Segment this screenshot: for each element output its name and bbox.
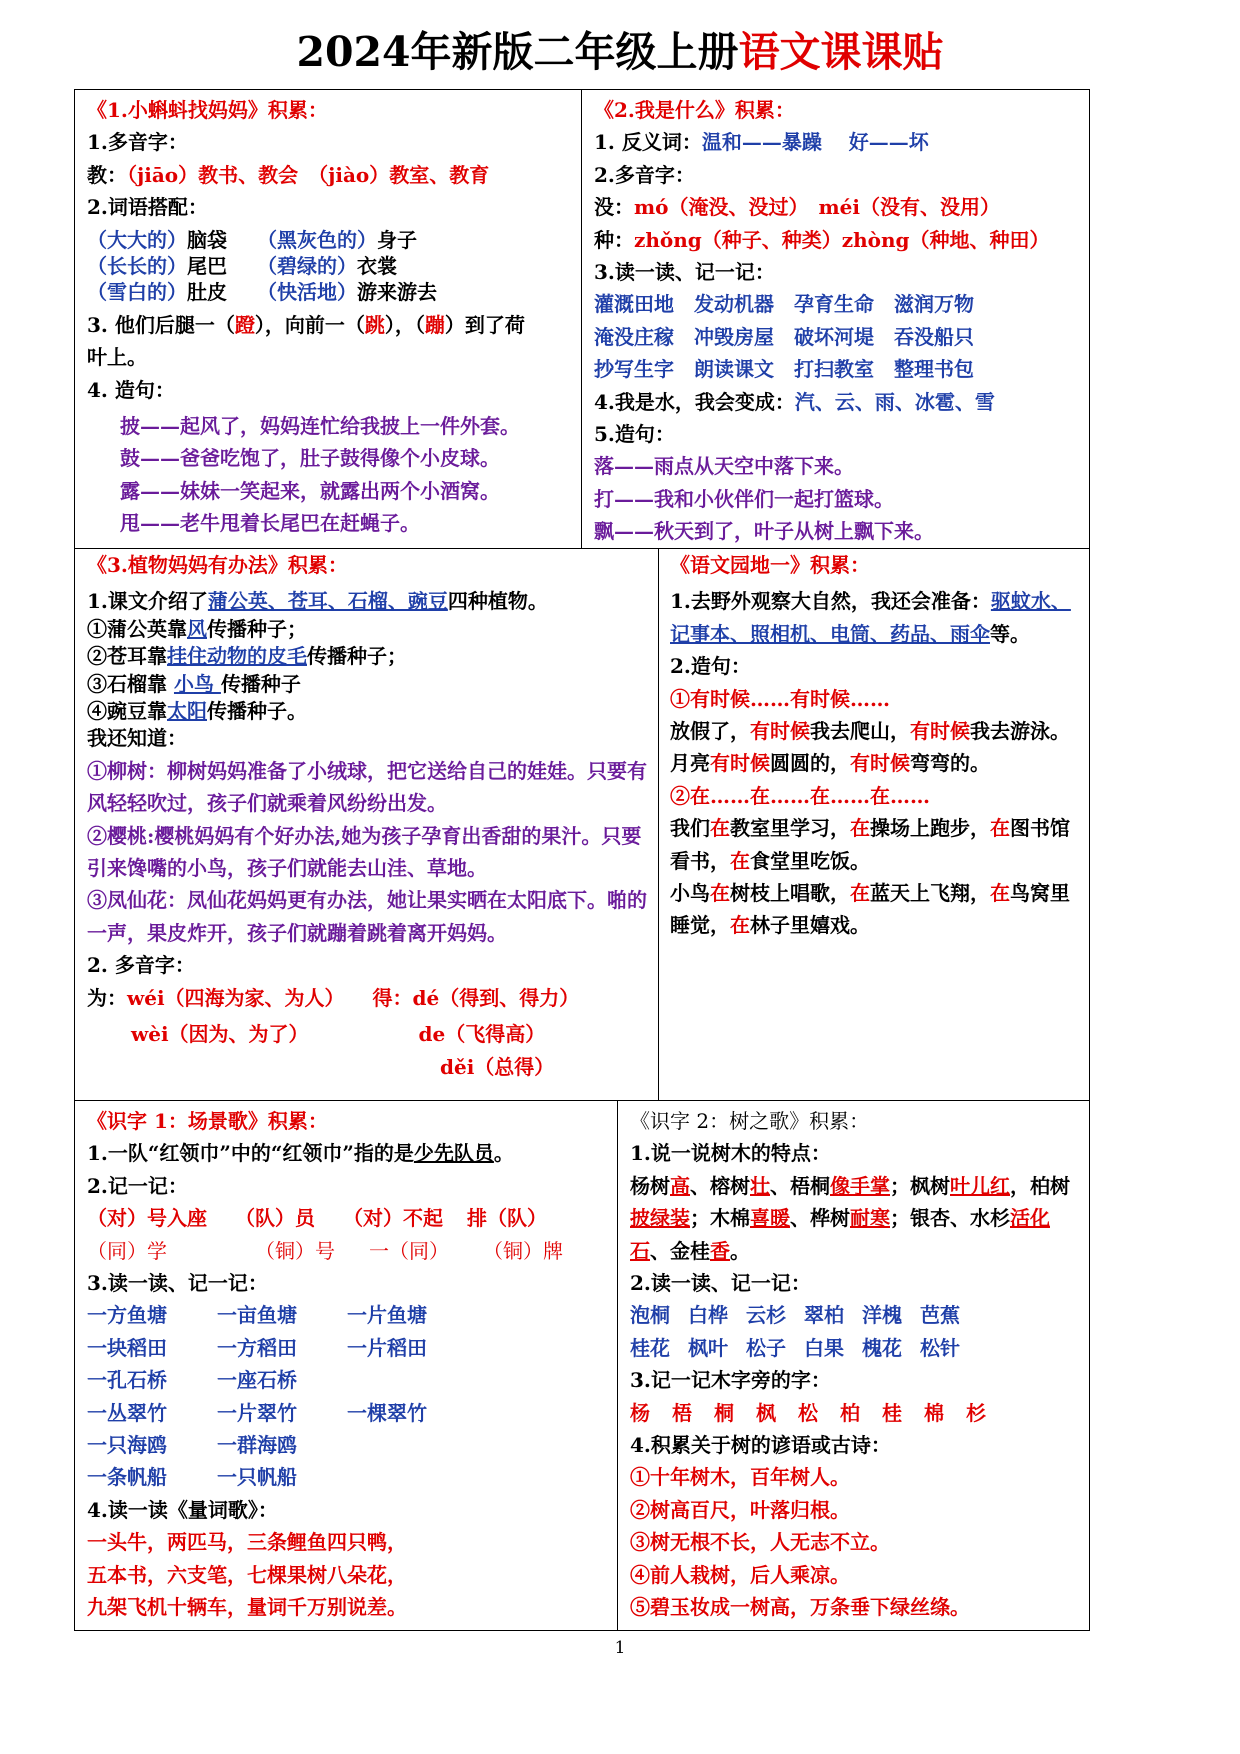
text: 、榕树 (690, 1173, 750, 1198)
section-garden-one (659, 549, 1091, 1100)
phrase: （碧绿的） (257, 254, 357, 279)
text: 操场上跑步， (870, 816, 990, 841)
homophone: 排（队） (467, 1206, 547, 1231)
highlight: 像手掌 (830, 1173, 890, 1198)
pattern: ②在……在……在……在…… (670, 783, 930, 808)
highlight: 有时候 (710, 751, 770, 776)
text: ②苍耳靠 (87, 644, 167, 669)
text: ），（ (384, 312, 425, 337)
text: 放假了， (670, 719, 750, 744)
example-sentence (670, 747, 1081, 779)
highlight: 高 (670, 1173, 690, 1198)
section-title: 《语文园地一》积累： (670, 553, 870, 577)
phrase: （雪白的） (87, 280, 187, 305)
tree-features (630, 1170, 1081, 1267)
highlight: 有时候 (850, 751, 910, 776)
section-what-am-i (582, 90, 1091, 548)
text: 圆圆的， (770, 751, 850, 776)
text: 1.课文介绍了 (87, 589, 208, 614)
page-title (0, 22, 1240, 82)
word: 滋润万物 (894, 292, 974, 317)
word: 梧 (672, 1400, 692, 1425)
proverb: ③树无根不长，人无志不立。 (630, 1530, 890, 1555)
text: 弯弯的。 (910, 751, 990, 776)
word: 孕育生命 (794, 292, 874, 317)
highlight: 在 (710, 816, 730, 841)
text: 传播种子。 (207, 699, 307, 724)
word: 槐花 (862, 1335, 902, 1360)
section-plant-mothers (75, 549, 658, 1100)
text: 林子里嬉戏。 (750, 913, 870, 938)
sentence: 鼓——爸爸吃饱了，肚子鼓得像个小皮球。 (120, 446, 500, 471)
content-grid (74, 89, 1090, 1631)
text: 得： (372, 985, 413, 1010)
text: 没： (594, 195, 634, 220)
heading: 4.积累关于树的谚语或古诗： (630, 1433, 891, 1458)
word: 桂 (882, 1400, 902, 1425)
word: 桂花 (630, 1335, 670, 1360)
text: 、桦树 (790, 1206, 850, 1231)
section-tree-song (618, 1101, 1091, 1631)
word: 发动机器 (694, 292, 774, 317)
sentence: 打——我和小伙伴们一起打篮球。 (594, 486, 894, 511)
text: dé（得到、得力） (412, 985, 580, 1010)
text: 驱蚊水、记事本、照相机、电筒、药品、雨伞 (670, 589, 1071, 646)
heading: 2.读一读、记一记： (630, 1271, 811, 1296)
text: （jiāo）教书、教会 （jiào）教室、教育 (127, 162, 490, 187)
word: 柏 (840, 1400, 860, 1425)
word: 枫叶 (688, 1335, 728, 1360)
text: 我们 (670, 816, 710, 841)
word: 一片鱼塘 (347, 1303, 427, 1328)
word: 一只帆船 (217, 1465, 297, 1490)
heading: 2.记一记： (87, 1173, 188, 1198)
text: ④豌豆靠 (87, 699, 167, 724)
text: 、金桂 (650, 1238, 710, 1263)
text: ①蒲公英靠 (87, 616, 187, 641)
text: 教： (87, 162, 127, 187)
homophone: （铜）牌 (483, 1238, 563, 1263)
text: 传播种子 (220, 671, 301, 696)
section-tadpole (75, 90, 581, 548)
heading: 3.读一读、记一记： (594, 260, 775, 285)
section-scene-song (75, 1101, 617, 1631)
text: wèi（因为、为了） (131, 1022, 309, 1047)
word: 吞没船只 (894, 324, 974, 349)
text: 。 (730, 1238, 750, 1263)
heading: 4. 造句： (87, 377, 175, 402)
word: 抄写生字 (594, 357, 674, 382)
text: 蓝天上飞翔， (870, 881, 990, 906)
text: 汽、云、雨、冰雹、雪 (794, 389, 995, 414)
verse: 一头牛，两匹马，三条鲤鱼四只鸭， (87, 1530, 407, 1555)
heading: 3.读一读、记一记： (87, 1271, 268, 1296)
text: 太阳 (167, 699, 207, 724)
text: 蹦 (424, 312, 445, 337)
highlight: 叶儿红 (950, 1173, 1010, 1198)
title-black: 2024年新版二年级上册 (296, 28, 739, 76)
highlight: 在 (850, 881, 870, 906)
text: 小鸟 (173, 671, 221, 696)
phrase: 衣裳 (357, 254, 397, 279)
text: 我去游泳。 (970, 719, 1070, 744)
title-red: 语文课课贴 (738, 28, 944, 76)
sentence: 落——雨点从天空中落下来。 (594, 454, 854, 479)
highlight: 喜暖 (750, 1206, 790, 1231)
word: 翠柏 (804, 1303, 844, 1328)
word: 白桦 (688, 1303, 728, 1328)
heading: 4.读一读《量词歌》： (87, 1497, 278, 1522)
highlight: 在 (850, 816, 870, 841)
sentence: 披——起风了，妈妈连忙给我披上一件外套。 (120, 414, 520, 439)
knowledge-item: ①柳树：柳树妈妈准备了小绒球，把它送给自己的娃娃。只要有风轻轻吹过，孩子们就乘着风纷纷出发。 (87, 758, 647, 816)
phrase: （快活地） (257, 280, 357, 305)
text: ）到了荷 (444, 312, 525, 337)
text: 传播种子； (207, 616, 307, 641)
highlight: 活化石 (630, 1206, 1050, 1263)
section-title: 《识字 1：场景歌》积累： (87, 1109, 328, 1133)
highlight: 在 (990, 881, 1010, 906)
verse: 五本书，六支笔，七棵果树八朵花， (87, 1562, 407, 1587)
word: 一块稻田 (87, 1335, 167, 1360)
word: 破坏河堤 (794, 324, 874, 349)
word: 一孔石桥 (87, 1368, 167, 1393)
word: 一丛翠竹 (87, 1400, 167, 1425)
heading: 5.造句： (594, 422, 675, 447)
knowledge-item: ③凤仙花：凤仙花妈妈更有办法，她让果实晒在太阳底下。啪的一声，果皮炸开，孩子们就蹦着跳着离开妈妈。 (87, 888, 647, 945)
heading: 2. 多音字： (87, 953, 195, 978)
text: ），向前一（ (254, 312, 365, 337)
highlight: 有时候 (750, 719, 810, 744)
knowledge-item: ②樱桃:樱桃妈妈有个好办法,她为孩子孕育出香甜的果汁。只要引来馋嘴的小鸟，孩子们就能去山洼、草地。 (87, 823, 642, 881)
proverb: ②树高百尺，叶落归根。 (630, 1497, 850, 1522)
word: 一片翠竹 (217, 1400, 297, 1425)
text: 小鸟 (670, 881, 710, 906)
verse: 九架飞机十辆车，量词千万别说差。 (87, 1595, 407, 1620)
word: 一棵翠竹 (347, 1400, 427, 1425)
text: 等。 (990, 621, 1030, 646)
text: 3. 他们后腿一（ (87, 312, 235, 337)
text: ；木棉 (690, 1206, 750, 1231)
text: 跳 (364, 312, 385, 337)
highlight: 在 (730, 913, 750, 938)
section-title: 《3.植物妈妈有办法》积累： (87, 553, 348, 577)
text: ；银杏、水杉 (890, 1206, 1010, 1231)
heading: 2.多音字： (594, 162, 695, 187)
text: 、梧桐 (770, 1173, 830, 1198)
word: 一片稻田 (347, 1335, 427, 1360)
text: 我去爬山， (810, 719, 910, 744)
sentence: 飘——秋天到了，叶子从树上飘下来。 (594, 519, 934, 544)
section-title: 《1.小蝌蚪找妈妈》积累： (87, 98, 328, 122)
highlight: 耐寒 (850, 1206, 890, 1231)
homophone: （对）不起 (343, 1206, 443, 1231)
text: 。 (493, 1141, 514, 1166)
text: 传播种子； (307, 644, 407, 669)
text: 蹬 (234, 312, 255, 337)
word: 一亩鱼塘 (217, 1303, 297, 1328)
text: 教室里学习， (730, 816, 850, 841)
text: ，柏树 (1010, 1173, 1070, 1198)
text: 少先队员 (413, 1141, 494, 1166)
word: 杉 (966, 1400, 986, 1425)
homophone: （队）员 (235, 1206, 315, 1231)
phrase: 脑袋 (187, 227, 227, 252)
word: 冲毁房屋 (694, 324, 774, 349)
example-sentence (670, 812, 1081, 877)
text: 树枝上唱歌， (730, 881, 850, 906)
word: 一只海鸥 (87, 1433, 167, 1458)
text: 种： (594, 227, 634, 252)
word: 枫 (756, 1400, 776, 1425)
text: zhǒng（种子、种类）zhòng（种地、种田） (634, 227, 1050, 252)
proverb: ①十年树木，百年树人。 (630, 1465, 850, 1490)
word: 灌溉田地 (594, 292, 674, 317)
word: 杨 (630, 1400, 650, 1425)
text: 叶上。 (87, 345, 147, 370)
highlight: 香 (710, 1238, 730, 1263)
text: 挂住动物的皮毛 (167, 644, 307, 669)
page-number: 1 (614, 1638, 626, 1658)
phrase: 身子 (377, 227, 417, 252)
sentence: 露——妹妹一笑起来，就露出两个小酒窝。 (120, 478, 500, 503)
word: 棉 (924, 1400, 944, 1425)
text: 为： (87, 985, 127, 1010)
word: 洋槐 (862, 1303, 902, 1328)
word: 一座石桥 (217, 1368, 297, 1393)
example-sentence (670, 715, 1081, 747)
text: 月亮 (670, 751, 710, 776)
highlight: 在 (990, 816, 1010, 841)
proverb: ⑤碧玉妆成一树高，万条垂下绿丝绦。 (630, 1595, 970, 1620)
text: 食堂里吃饭。 (750, 848, 870, 873)
homophone: （同）学 (87, 1238, 167, 1263)
highlight: 壮 (750, 1173, 770, 1198)
word: 松 (798, 1400, 818, 1425)
text: 风 (187, 616, 207, 641)
section-title: 《识字 2：树之歌》积累： (630, 1109, 870, 1133)
text: 1.一队“红领巾”中的“红领巾”指的是 (87, 1141, 414, 1166)
heading: 1.多音字： (87, 130, 188, 155)
word: 打扫教室 (794, 357, 874, 382)
word: 云杉 (746, 1303, 786, 1328)
word: 淹没庄稼 (594, 324, 674, 349)
pattern: ①有时候……有时候…… (670, 686, 890, 711)
phrase: 肚皮 (187, 280, 227, 305)
phrase: 游来游去 (357, 280, 437, 305)
word: 一条帆船 (87, 1465, 167, 1490)
word: 朗读课文 (694, 357, 774, 382)
heading: 1.说一说树木的特点： (630, 1141, 831, 1166)
text: ；枫树 (890, 1173, 950, 1198)
text: mó（淹没、没过） méi（没有、没用） (634, 195, 1000, 220)
proverb: ④前人栽树，后人乘凉。 (630, 1562, 850, 1587)
text: 温和——暴躁 好——坏 (701, 130, 929, 155)
highlight: 披绿装 (630, 1206, 690, 1231)
text: 1.去野外观察大自然，我还会准备： (670, 589, 991, 614)
phrase: （大大的） (87, 227, 187, 252)
word: 一方鱼塘 (87, 1303, 167, 1328)
word: 松针 (920, 1335, 960, 1360)
text: 四种植物。 (447, 589, 548, 614)
word: 一方稻田 (217, 1335, 297, 1360)
text: ③石榴靠 (87, 671, 174, 696)
heading: 3.记一记木字旁的字： (630, 1368, 831, 1393)
word: 白果 (804, 1335, 844, 1360)
section-title: 《2.我是什么》积累： (594, 98, 795, 122)
text: 1. 反义词： (594, 130, 702, 155)
phrase: 尾巴 (187, 254, 227, 279)
heading: 我还知道： (87, 726, 187, 751)
homophone: （铜）号 (255, 1238, 335, 1263)
text: wéi（四海为家、为人） (127, 985, 345, 1010)
sentence: 甩——老牛甩着长尾巴在赶蝇子。 (120, 511, 420, 536)
text: děi（总得） (440, 1054, 555, 1079)
text: 图书馆看书， (670, 816, 1070, 873)
word: 松子 (746, 1335, 786, 1360)
homophone: 一（同） (369, 1238, 449, 1263)
tree-words (630, 1299, 1081, 1331)
word: 一群海鸥 (217, 1433, 297, 1458)
phrase: （长长的） (87, 254, 187, 279)
highlight: 在 (730, 848, 750, 873)
highlight: 在 (710, 881, 730, 906)
word: 泡桐 (630, 1303, 670, 1328)
homophone: （对）号入座 (87, 1206, 207, 1231)
example-sentence (670, 877, 1081, 942)
text: de（飞得高） (418, 1022, 546, 1047)
tree-words (630, 1332, 1081, 1364)
text: 杨树 (630, 1173, 670, 1198)
heading: 2.词语搭配： (87, 195, 208, 220)
word: 芭蕉 (920, 1303, 960, 1328)
phrase: （黑灰色的） (257, 227, 377, 252)
heading: 2.造句： (670, 654, 751, 679)
radical-chars (630, 1397, 1081, 1429)
text: 4.我是水，我会变成： (594, 389, 795, 414)
text: 蒲公英、苍耳、石榴、豌豆 (207, 589, 448, 614)
text: 鸟窝里睡觉， (670, 881, 1070, 938)
word: 整理书包 (894, 357, 974, 382)
word: 桐 (714, 1400, 734, 1425)
highlight: 有时候 (910, 719, 970, 744)
